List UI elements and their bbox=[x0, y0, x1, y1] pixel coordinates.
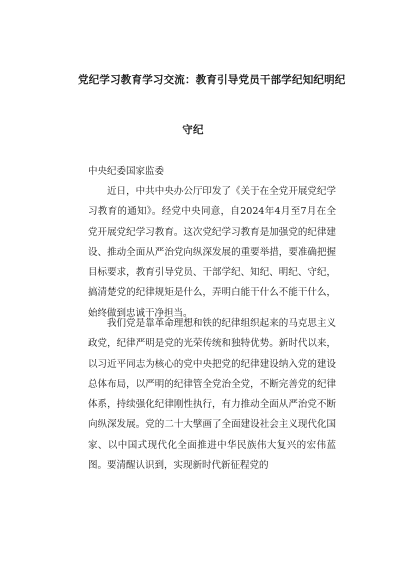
author-line: 中央纪委国家监委 bbox=[88, 166, 165, 177]
document-title bbox=[78, 65, 368, 139]
paragraph-1: 近日，中共中央办公厅印发了《关于在全党开展党纪学习教育的通知》。经党中央同意，自2024年4月至7月在全党开展党纪学习教育。这次党纪学习教育是加强党的纪律建设、推动全面从严治党向纵深发展的重要举措，要准确把握目标要求，教育引导党员、干部学纪、知纪、明纪、守纪，搞清楚党的纪律规矩是什么，弄明白能干什么不能干什么，始终做到忠诚干净担当。 bbox=[88, 186, 336, 319]
paragraph-2: 我们党是靠革命理想和铁的纪律组织起来的马克思主义政党，纪律严明是党的光荣传统和独特优势。新时代以来，以习近平同志为核心的党中央把党的纪律建设纳入党的建设总体布局，以严明的纪律管全党治全党，不断完善党的纪律体系，持续强化纪律刚性执行，有力推动全面从严治党不断向纵深发展。党的二十大擘画了全面建设社会主义现代化国家、以中国式现代化全面推进中华民族伟大复兴的宏伟蓝图。要清醒认识到，实现新时代新征程党的 bbox=[88, 318, 336, 472]
title-line-1: 党纪学习教育学习交流：教育引导党员干部学纪知纪明纪 bbox=[78, 74, 346, 86]
title-line-2: 守纪 bbox=[182, 124, 204, 136]
